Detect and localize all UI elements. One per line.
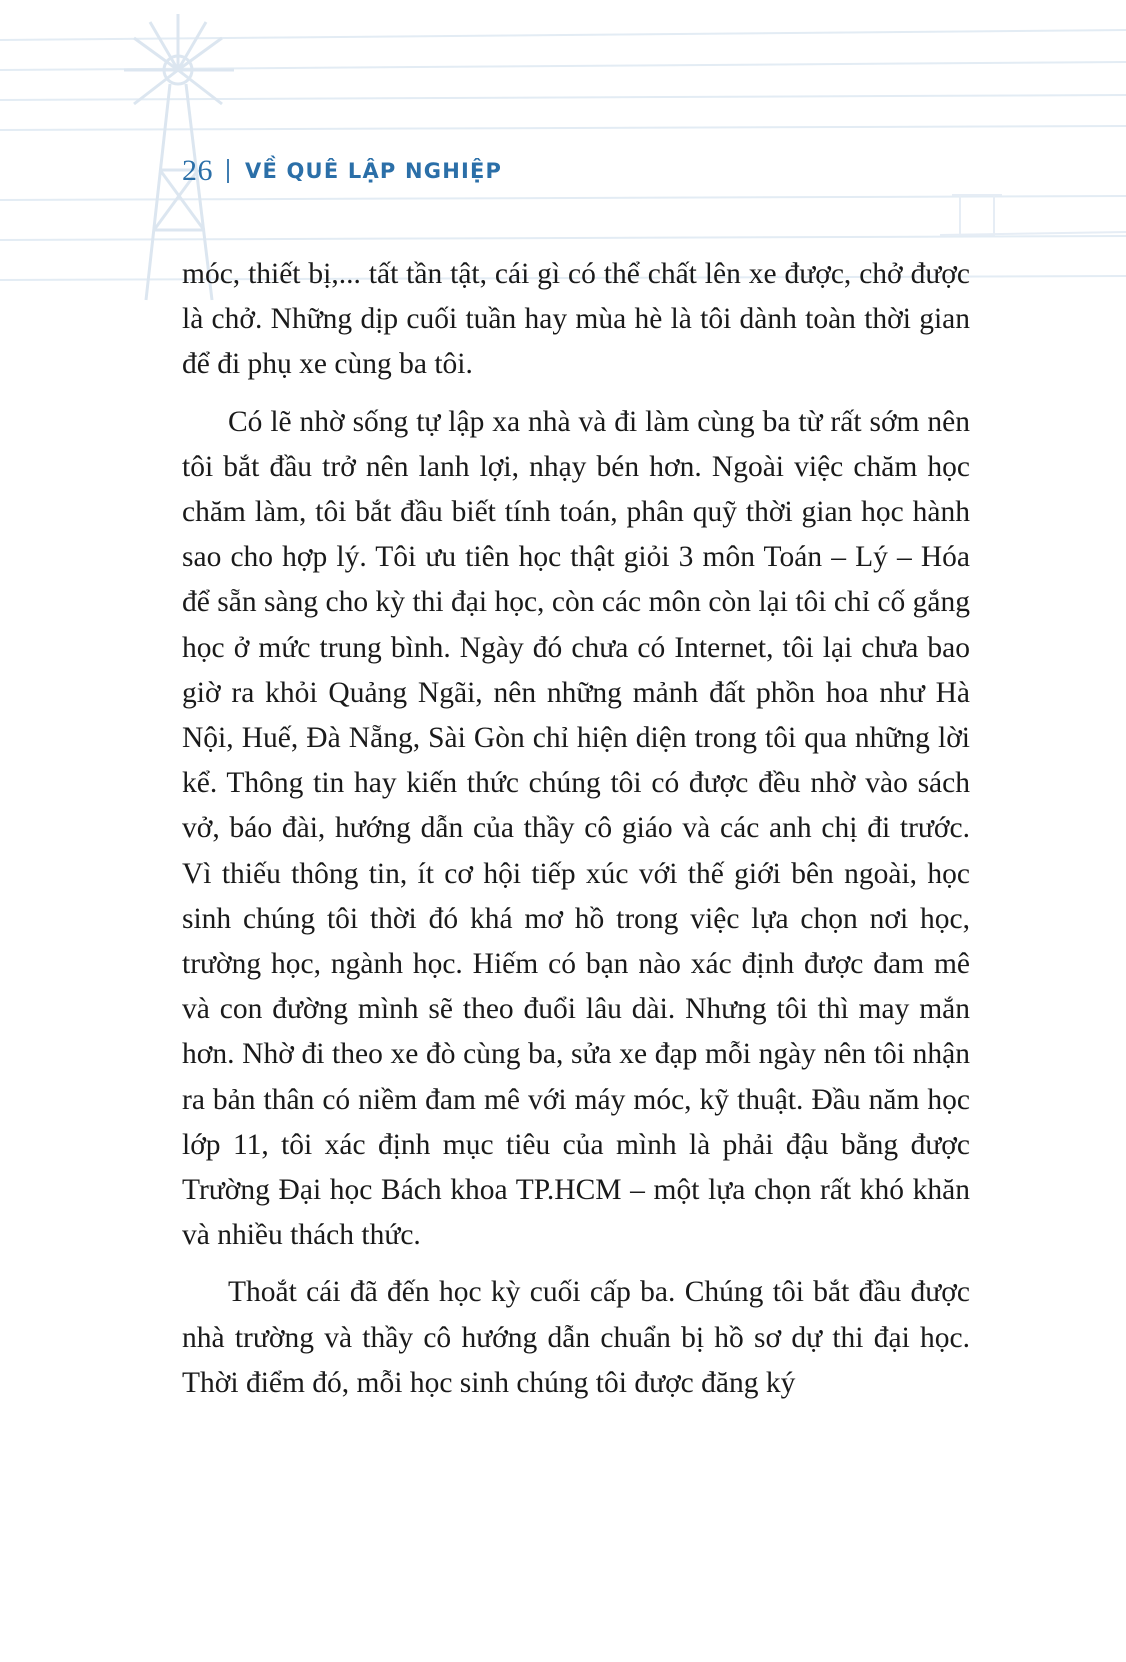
running-title: VỀ QUÊ LẬP NGHIỆP [245, 159, 503, 183]
page-number: 26 [182, 154, 213, 187]
body-text [182, 252, 970, 1418]
paragraph-1: móc, thiết bị,... tất tần tật, cái gì có thể chất lên xe được, chở được là chở. Những dịp cuối tuần hay mùa hè là tôi dành toàn thời gian để đi phụ xe cùng ba tôi. [182, 258, 970, 381]
header-divider [227, 159, 229, 183]
paragraph-2: Có lẽ nhờ sống tự lập xa nhà và đi làm cùng ba từ rất sớm nên tôi bắt đầu trở nên lanh lợi, nhạy bén hơn. Ngoài việc chăm học chăm làm, tôi bắt đầu biết tính toán, phân quỹ thời gian học hành sao cho hợp lý. Tôi ưu tiên học thật giỏi 3 môn Toán – Lý – Hóa để sẵn sàng cho kỳ thi đại học, còn các môn còn lại tôi chỉ cố gắng học ở mức trung bình. Ngày đó chưa có Internet, tôi lại chưa bao giờ ra khỏi Quảng Ngãi, nên những mảnh đất phồn hoa như Hà Nội, Huế, Đà Nẵng, Sài Gòn chỉ hiện diện trong tôi qua những lời kể. Thông tin hay kiến thức chúng tôi có được đều nhờ vào sách vở, báo đài, hướng dẫn của thầy cô giáo và các anh chị đi trước. Vì thiếu thông tin, ít cơ hội tiếp xúc với thế giới bên ngoài, học sinh chúng tôi thời đó khá mơ hồ trong việc lựa chọn nơi học, trường học, ngành học. Hiếm có bạn nào xác định được đam mê và con đường mình sẽ theo đuổi lâu dài. Nhưng tôi thì may mắn hơn. Nhờ đi theo xe đò cùng ba, sửa xe đạp mỗi ngày nên tôi nhận ra bản thân có niềm đam mê với máy móc, kỹ thuật. Đầu năm học lớp 11, tôi xác định mục tiêu của mình là phải đậu bằng được Trường Đại học Bách khoa TP.HCM – một lựa chọn rất khó khăn và nhiều thách thức. [182, 405, 970, 1252]
running-header [182, 154, 502, 188]
paragraph-3: Thoắt cái đã đến học kỳ cuối cấp ba. Chúng tôi bắt đầu được nhà trường và thầy cô hướng dẫn chuẩn bị hồ sơ dự thi đại học. Thời điểm đó, mỗi học sinh chúng tôi được đăng ký [182, 1276, 970, 1399]
